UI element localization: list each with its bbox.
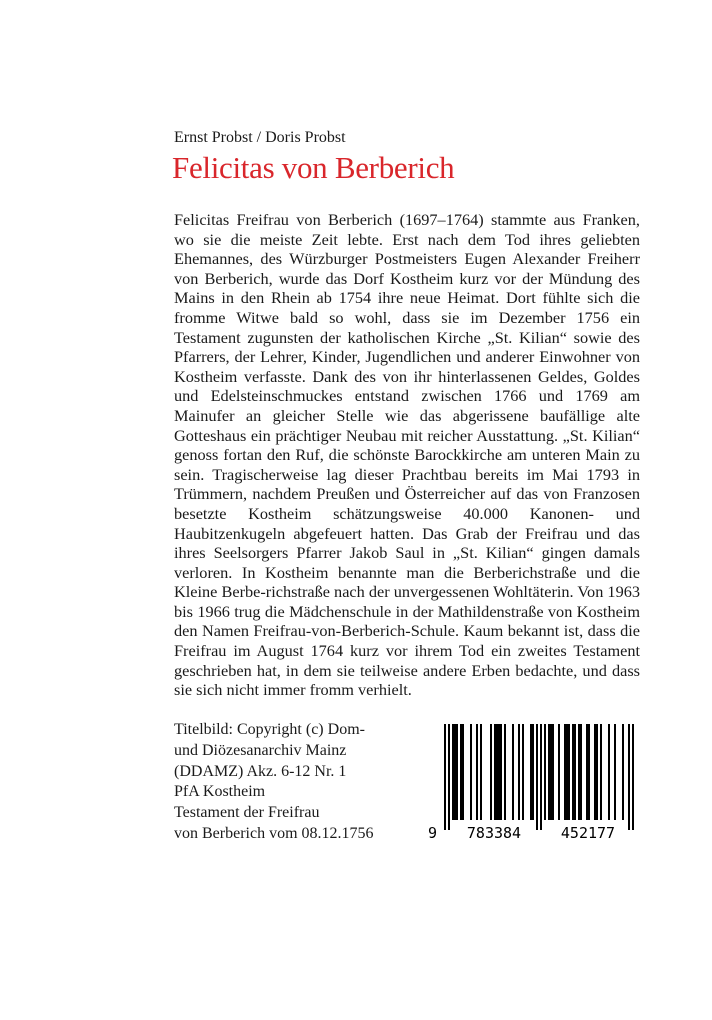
barcode-bar [470, 724, 472, 820]
barcode-guard-bar [444, 724, 446, 830]
barcode-bar [586, 724, 588, 820]
barcode-bar [512, 724, 514, 820]
barcode-bar [548, 724, 550, 820]
credit-line-2: und Diözesanarchiv Mainz [174, 741, 347, 759]
barcode-bar [552, 724, 554, 820]
credit-line-4: PfA Kostheim [174, 783, 266, 801]
isbn-barcode [426, 722, 654, 844]
barcode-guard-bar [628, 724, 630, 830]
barcode-bar [454, 724, 456, 820]
credit-line-3: (DDAMZ) Akz. 6-12 Nr. 1 [174, 762, 347, 780]
barcode-guard-bar [632, 724, 634, 830]
barcode-graphic [426, 722, 654, 844]
credit-line-1: Titelbild: Copyright (c) Dom- [174, 721, 365, 738]
credit-line-5: Testament der Freifrau [174, 804, 320, 822]
book-title: Felicitas von Berberich [172, 150, 455, 185]
barcode-bar [578, 724, 580, 820]
barcode-left-digits: 783384 [466, 824, 522, 842]
barcode-bar [594, 724, 596, 820]
barcode-bar [460, 724, 462, 820]
barcode-bar [504, 724, 506, 820]
barcode-bar [600, 724, 602, 820]
barcode-guard-bar [540, 724, 542, 830]
barcode-bar [614, 724, 616, 820]
barcode-bar [476, 724, 478, 820]
book-description: Felicitas Freifrau von Berberich (1697–1764) stammte aus Franken, wo sie die meiste Zeit lebte. Erst nach dem Tod ihres geliebten Ehemannes, des Würzburger Postmeisters Eugen Alexander Freiherr von Berberich, wurde das Dorf Kostheim kurz vor der Mündung des Mains in den Rhein ab 1754 ihre neue Heimat. Dort fühlte sich die fromme Witwe bald so wohl, dass sie im Dezember 1756 ein Testament zugunsten der katholischen Kirche „St. Kilian“ sowie des Pfarrers, der Lehrer, Kinder, Jugendlichen und anderer Einwohner von Kostheim verfasste. Dank des von ihr hinterlassenen Geldes, Goldes und Edelsteinschmuckes entstand zwischen 1766 und 1769 am Mainufer an gleicher Stelle wie das abgerissene baufällige alte Gotteshaus ein prächtiger Neubau mit reicher Ausstattung. „St. Kilian“ genoss fortan den Ruf, die schönste Barockkirche am unteren Main zu sein. Tragischerweise lag dieser Prachtbau bereits im Mai 1793 in Trümmern, nachdem Preußen und Österreicher auf das von Franzosen besetzte Kostheim schätzungsweise 40.000 Kanonen- und Haubitzenkugeln abgefeuert hatten. Das Grab der Freifrau und das ihres Seelsorgers Pfarrer Jakob Saul in „St. Kilian“ gingen damals verloren. In Kostheim benannte man die Berberichstraße und die Kleine Berbe-richstraße nach der unvergessenen Wohltäterin. Von 1963 bis 1966 trug die Mädchenschule in der Mathildenstraße von Kostheim den Namen Freifrau-von-Berberich-Schule. Kaum bekannt ist, dass die Freifrau im August 1764 kurz vor ihrem Tod ein zweites Testament geschrieben hat, in dem sie teilweise andere Erben bedachte, und dass sie sich nicht immer fromm verhielt. [174, 210, 640, 700]
barcode-bar [494, 724, 496, 820]
barcode-bar [544, 724, 546, 820]
barcode-bar [456, 724, 458, 820]
barcode-bar [496, 724, 498, 820]
barcode-bar [452, 724, 454, 820]
barcode-lead-digit: 9 [428, 824, 438, 842]
barcode-bars [444, 724, 634, 830]
barcode-bar [500, 724, 502, 820]
barcode-bar [622, 724, 624, 820]
barcode-bar [530, 724, 532, 820]
barcode-bar [596, 724, 598, 820]
barcode-right-digits: 452177 [560, 824, 616, 842]
barcode-bar [490, 724, 492, 820]
barcode-bar [558, 724, 560, 820]
authors-line: Ernst Probst / Doris Probst [174, 129, 346, 146]
credit-line-6: von Berberich vom 08.12.1756 [174, 824, 374, 842]
barcode-bar [568, 724, 570, 820]
barcode-bar [532, 724, 534, 820]
barcode-bar [574, 724, 576, 820]
barcode-bar [498, 724, 500, 820]
barcode-bar [608, 724, 610, 820]
barcode-bar [480, 724, 482, 820]
barcode-bar [522, 724, 524, 820]
barcode-bar [564, 724, 566, 820]
barcode-guard-bar [448, 724, 450, 830]
barcode-bar [566, 724, 568, 820]
barcode-bar [580, 724, 582, 820]
barcode-guard-bar [536, 724, 538, 830]
barcode-bar [462, 724, 464, 820]
cover-image-credit [174, 720, 414, 845]
barcode-bar [588, 724, 590, 820]
barcode-bar [518, 724, 520, 820]
barcode-bar [572, 724, 574, 820]
barcode-bar [550, 724, 552, 820]
